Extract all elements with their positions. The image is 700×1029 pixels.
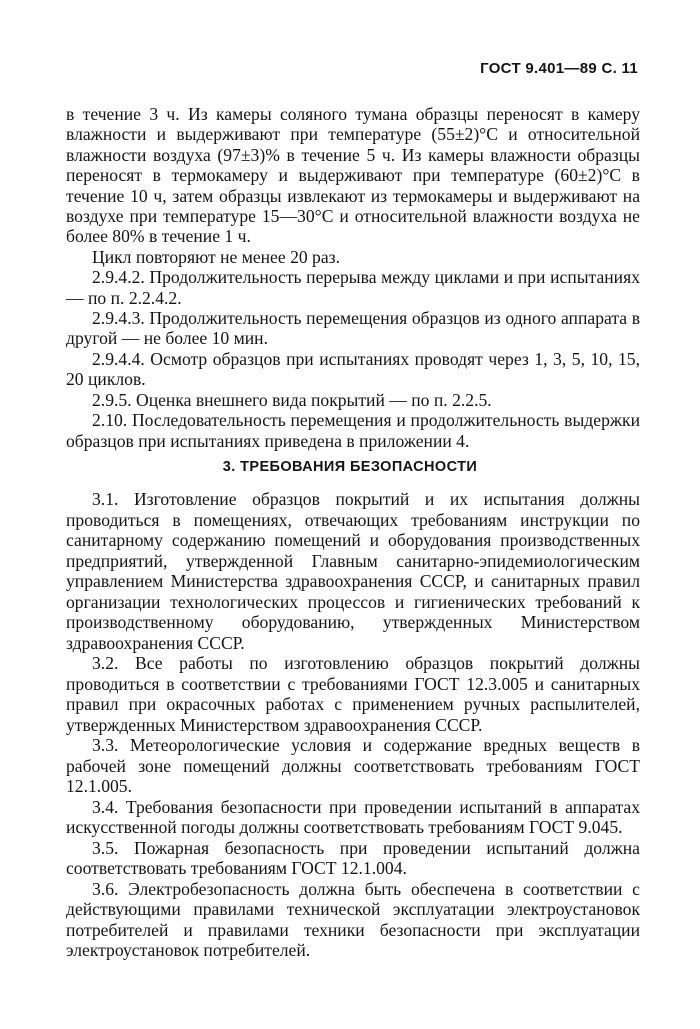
section-heading: 3. ТРЕБОВАНИЯ БЕЗОПАСНОСТИ	[222, 459, 478, 475]
paragraph-3-4: 3.4. Требования безопасности при проведении испытаний в аппаратах искусственной погоды должны соответствовать требованиям ГОСТ 9.045.	[66, 796, 640, 837]
paragraph-3-5: 3.5. Пожарная безопасность при проведении испытаний должна соответствовать требованиям ГОСТ 12.1.004.	[66, 837, 640, 878]
paragraph-2-10: 2.10. Последовательность перемещения и продолжительность выдержки образцов при испытаниях приведена в приложении 4.	[66, 410, 640, 451]
paragraph-3-6: 3.6. Электробезопасность должна быть обеспечена в соответствии с действующими правилами технической эксплуатации электроустановок потребителей и правилами техники безопасности при эксплуатации электроустановок потребителей.	[66, 878, 640, 960]
paragraph-2-9-4-4: 2.9.4.4. Осмотр образцов при испытаниях проводят через 1, 3, 5, 10, 15, 20 циклов.	[66, 348, 640, 390]
paragraph-cycle-repeat: Цикл повторяют не менее 20 раз.	[92, 246, 341, 267]
paragraph-2-9-4-2: 2.9.4.2. Продолжительность перерыва между циклами и при испытаниях — по п. 2.2.4.2.	[66, 267, 640, 308]
continued-section	[66, 104, 640, 451]
paragraph-2-9-5: 2.9.5. Оценка внешнего вида покрытий — по п. 2.2.5.	[92, 389, 492, 410]
paragraph-continuation: в течение 3 ч. Из камеры соляного тумана образцы переносят в камеру влажности и выдерживают при температуре (55±2)°С и относительной влажности воздуха (97±3)% в течение 5 ч. Из камеры влажности образцы переносят в термокамеру и выдерживают при температуре (60±2)°С в течение 10 ч, затем образцы извлекают из термокамеры и выдерживают на воздухе при температуре 15—30°С и относительной влажности воздуха не более 80% в течение 1 ч.	[66, 104, 640, 247]
paragraph-2-9-4-3: 2.9.4.3. Продолжительность перемещения образцов из одного аппарата в другой — не более 10 мин.	[66, 308, 640, 349]
paragraph-3-3: 3.3. Метеорологические условия и содержание вредных веществ в рабочей зоне помещений должны соответствовать требованиям ГОСТ 12.1.005.	[66, 735, 640, 796]
safety-section	[66, 489, 640, 961]
paragraph-3-1: 3.1. Изготовление образцов покрытий и их испытания должны проводиться в помещениях, отвечающих требованиям инструкции по санитарному содержанию помещений и оборудования производственных предприятий, утвержденной Главным санитарно-эпидемиологическим управлением Министерства здравоохранения СССР, и санитарных правил организации технологических процессов и гигиенических требований к производственному оборудованию, утвержденных Министерством здравоохранения СССР.	[66, 489, 640, 653]
running-header: ГОСТ 9.401—89 С. 11	[480, 60, 638, 77]
paragraph-3-2: 3.2. Все работы по изготовлению образцов покрытий должны проводиться в соответствии с требованиями ГОСТ 12.3.005 и санитарных правил при окрасочных работах с применением ручных распылителей, утвержденных Министерством здравоохранения СССР.	[66, 653, 640, 735]
